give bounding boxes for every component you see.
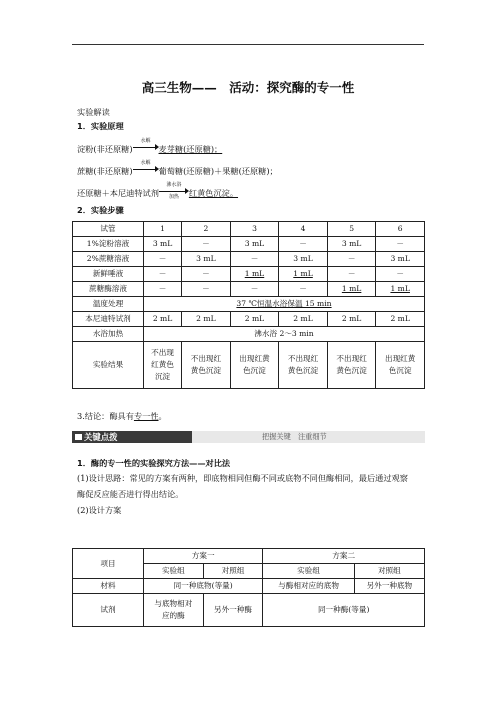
table-cell: 3 mL bbox=[182, 252, 231, 267]
table-row bbox=[73, 297, 425, 312]
conclusion-key: 专一性 bbox=[133, 411, 159, 421]
table-cell: 3 bbox=[230, 222, 279, 237]
table-cell: 同一种酶(等量) bbox=[263, 594, 425, 627]
point1-para-1b: 酶促反应能否进行得出结论。 bbox=[77, 489, 184, 499]
table-cell: 2 mL bbox=[182, 312, 231, 327]
principle-line-3 bbox=[77, 182, 239, 200]
table-cell: 同一种底物(等量) bbox=[144, 579, 263, 594]
table-row bbox=[73, 312, 425, 327]
arrow-label: 水解 bbox=[140, 160, 151, 166]
table-row bbox=[73, 594, 425, 627]
line3-right: 红黄色沉淀。 bbox=[188, 188, 239, 198]
table-cell: 材料 bbox=[73, 579, 144, 594]
table-cell: 项目 bbox=[73, 549, 144, 579]
table-cell: 1 mL bbox=[230, 267, 279, 282]
table-cell: 不出现 红黄色 沉淀 bbox=[144, 342, 182, 389]
table-cell: － bbox=[230, 282, 279, 297]
table-cell: 不出现红 黄色沉淀 bbox=[327, 342, 376, 389]
table-cell: － bbox=[144, 282, 182, 297]
table-cell: 方案一 bbox=[144, 549, 263, 564]
table-cell: 本尼迪特试剂 bbox=[73, 312, 144, 327]
table-cell: 不出现红 黄色沉淀 bbox=[279, 342, 328, 389]
table-cell: 不出现红 黄色沉淀 bbox=[182, 342, 231, 389]
table-cell: 3 mL bbox=[144, 237, 182, 252]
table-cell: 沸水浴 2～3 min bbox=[144, 327, 425, 342]
table-cell: － bbox=[376, 267, 425, 282]
point1-heading: 1．酶的专一性的实验探究方法——对比法 bbox=[77, 458, 231, 468]
table-cell: 2 mL bbox=[279, 312, 328, 327]
point1-para-2: (2)设计方案 bbox=[77, 505, 122, 515]
table-cell: 1 bbox=[144, 222, 182, 237]
table-cell: 水浴加热 bbox=[73, 327, 144, 342]
table-cell: 实验结果 bbox=[73, 342, 144, 389]
banner-icon bbox=[75, 434, 82, 440]
table-cell: 3 mL bbox=[279, 252, 328, 267]
table-cell: 6 bbox=[376, 222, 425, 237]
arrow-icon bbox=[133, 160, 159, 174]
table-cell: 2 mL bbox=[376, 312, 425, 327]
table-cell: 2 mL bbox=[327, 312, 376, 327]
table-cell: 对照组 bbox=[354, 564, 424, 579]
table-row bbox=[73, 327, 425, 342]
table-cell: 2 mL bbox=[230, 312, 279, 327]
table-cell: － bbox=[182, 282, 231, 297]
table-cell: 出现红黄 色沉淀 bbox=[230, 342, 279, 389]
line2-right: 葡萄糖(还原糖)＋果糖(还原糖)； bbox=[158, 166, 278, 176]
steps-heading: 2．实验步骤 bbox=[77, 205, 124, 215]
table-cell: 2%蔗糖溶液 bbox=[73, 252, 144, 267]
page-title: 高三生物—— 活动：探究酶的专一性 bbox=[141, 80, 355, 95]
point1-para-1a: (1)设计思路：常见的方案有两种，即底物相同但酶不同或底物不同但酶相同，最后通过观察 bbox=[77, 473, 408, 483]
banner-subtitle: 把握关键 注重细节 bbox=[262, 432, 327, 441]
line2-left: 蔗糖(非还原糖) bbox=[77, 166, 133, 176]
arrow-icon bbox=[159, 182, 189, 200]
table-cell: － bbox=[182, 237, 231, 252]
table-row bbox=[73, 252, 425, 267]
conclusion bbox=[77, 411, 167, 422]
table-cell: 温度处理 bbox=[73, 297, 144, 312]
table-cell: － bbox=[144, 252, 182, 267]
top-rule bbox=[72, 44, 424, 45]
arrow-icon bbox=[133, 138, 159, 152]
table-cell: － bbox=[279, 282, 328, 297]
table-cell: 2 mL bbox=[144, 312, 182, 327]
table-cell: 蔗糖酶溶液 bbox=[73, 282, 144, 297]
table-cell: 3 mL bbox=[230, 237, 279, 252]
table-cell: 37 ℃恒温水浴保温 15 min bbox=[144, 297, 425, 312]
table-cell: 5 bbox=[327, 222, 376, 237]
table-cell: 试剂 bbox=[73, 594, 144, 627]
table-cell: － bbox=[327, 267, 376, 282]
table-cell: － bbox=[144, 267, 182, 282]
table-cell: 与酶相对应的底物 bbox=[263, 579, 354, 594]
table-cell: － bbox=[279, 237, 328, 252]
table-cell: 对照组 bbox=[203, 564, 263, 579]
table-cell: 实验组 bbox=[144, 564, 204, 579]
plan-table bbox=[72, 548, 425, 627]
table-cell: 1%淀粉溶液 bbox=[73, 237, 144, 252]
table-row bbox=[73, 579, 425, 594]
table-cell: 方案二 bbox=[263, 549, 425, 564]
principle-heading: 1．实验原理 bbox=[77, 121, 124, 131]
line1-left: 淀粉(非还原糖) bbox=[77, 144, 133, 154]
table-row bbox=[73, 267, 425, 282]
table-cell: 1 mL bbox=[376, 282, 425, 297]
principle-line-1 bbox=[77, 138, 223, 155]
table-cell: 另外一种酶 bbox=[203, 594, 263, 627]
table-cell: － bbox=[230, 252, 279, 267]
table-row bbox=[73, 282, 425, 297]
table-cell: 与底物相对 应的酶 bbox=[144, 594, 204, 627]
section-intro: 实验解读 bbox=[77, 107, 110, 117]
table-cell: 新鲜唾液 bbox=[73, 267, 144, 282]
table-cell: － bbox=[327, 252, 376, 267]
table-cell: 4 bbox=[279, 222, 328, 237]
line1-right: 麦芽糖(还原糖)； bbox=[158, 144, 223, 154]
table-cell: 1 mL bbox=[327, 282, 376, 297]
table-row bbox=[73, 342, 425, 389]
table-cell: 3 mL bbox=[376, 252, 425, 267]
table-cell: 出现红黄 色沉淀 bbox=[376, 342, 425, 389]
conclusion-suffix: 。 bbox=[158, 411, 167, 421]
principle-line-2 bbox=[77, 160, 278, 177]
line3-left: 还原糖＋本尼迪特试剂 bbox=[77, 188, 159, 198]
table-row bbox=[73, 222, 425, 237]
table-row bbox=[73, 549, 425, 564]
banner-title: 关键点拨 bbox=[84, 432, 118, 442]
arrow-label-bottom: 加热 bbox=[168, 194, 179, 200]
conclusion-prefix: 3.结论：酶具有 bbox=[77, 411, 134, 421]
table-cell: 试管 bbox=[73, 222, 144, 237]
table-cell: 另外一种底物 bbox=[354, 579, 424, 594]
table-cell: － bbox=[376, 237, 425, 252]
arrow-label-top: 沸水浴 bbox=[166, 182, 182, 188]
table-cell: 实验组 bbox=[263, 564, 354, 579]
table-row bbox=[73, 237, 425, 252]
table-cell: 1 mL bbox=[279, 267, 328, 282]
table-cell: － bbox=[182, 267, 231, 282]
table-cell: 2 bbox=[182, 222, 231, 237]
arrow-label: 水解 bbox=[140, 138, 151, 144]
steps-table bbox=[72, 221, 425, 389]
table-cell: 3 mL bbox=[327, 237, 376, 252]
